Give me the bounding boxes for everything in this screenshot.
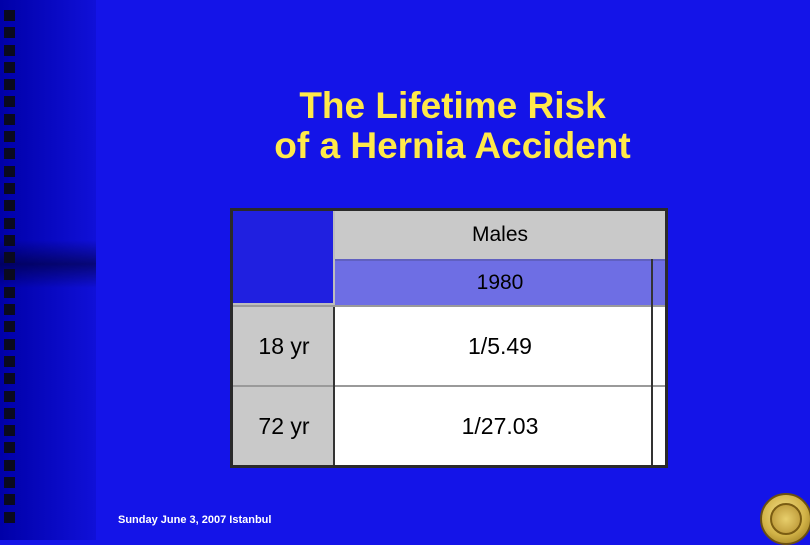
- square-bullet-icon: [4, 10, 15, 21]
- square-bullet-icon: [4, 442, 15, 453]
- square-bullet-icon: [4, 408, 15, 419]
- square-bullet-icon: [4, 304, 15, 315]
- square-bullet-icon: [4, 183, 15, 194]
- square-bullet-icon: [4, 62, 15, 73]
- square-bullet-icon: [4, 373, 15, 384]
- square-bullet-icon: [4, 494, 15, 505]
- row-label-72yr: 72 yr: [233, 385, 335, 465]
- square-bullet-icon: [4, 114, 15, 125]
- header-males: Males: [335, 211, 665, 259]
- square-bullet-icon: [4, 269, 15, 280]
- square-bullet-icon: [4, 512, 15, 523]
- square-bullet-icon: [4, 79, 15, 90]
- slide-title: [200, 86, 705, 166]
- row-value-72yr: 1/27.03: [335, 385, 665, 465]
- square-bullet-icon: [4, 252, 15, 263]
- square-bullet-icon: [4, 218, 15, 229]
- table-corner-cell: [233, 211, 335, 305]
- square-bullet-icon: [4, 339, 15, 350]
- title-line-1: The Lifetime Risk: [299, 85, 606, 126]
- table-divider-vertical: [333, 307, 335, 465]
- square-bullet-icon: [4, 356, 15, 367]
- square-bullet-icon: [4, 131, 15, 142]
- risk-table: [230, 208, 668, 468]
- row-value-18yr: 1/5.49: [335, 305, 665, 385]
- square-bullet-icon: [4, 200, 15, 211]
- square-bullet-icon: [4, 287, 15, 298]
- square-bullet-icon: [4, 27, 15, 38]
- table-divider-right: [651, 259, 653, 465]
- square-bullet-icon: [4, 391, 15, 402]
- square-bullet-icon: [4, 148, 15, 159]
- footer-date: Sunday June 3, 2007 Istanbul: [118, 514, 272, 526]
- square-bullet-icon: [4, 235, 15, 246]
- row-label-18yr: 18 yr: [233, 305, 335, 385]
- square-bullet-icon: [4, 45, 15, 56]
- seal-inner-ring: [770, 503, 802, 535]
- title-line-2: of a Hernia Accident: [274, 125, 631, 166]
- square-bullet-icon: [4, 477, 15, 488]
- square-bullet-icon: [4, 96, 15, 107]
- university-seal-icon: [760, 493, 810, 545]
- square-bullet-icon: [4, 321, 15, 332]
- square-bullet-column: [4, 10, 22, 529]
- left-decorative-strip: [0, 0, 96, 540]
- square-bullet-icon: [4, 460, 15, 471]
- square-bullet-icon: [4, 166, 15, 177]
- header-year: 1980: [335, 259, 665, 305]
- square-bullet-icon: [4, 425, 15, 436]
